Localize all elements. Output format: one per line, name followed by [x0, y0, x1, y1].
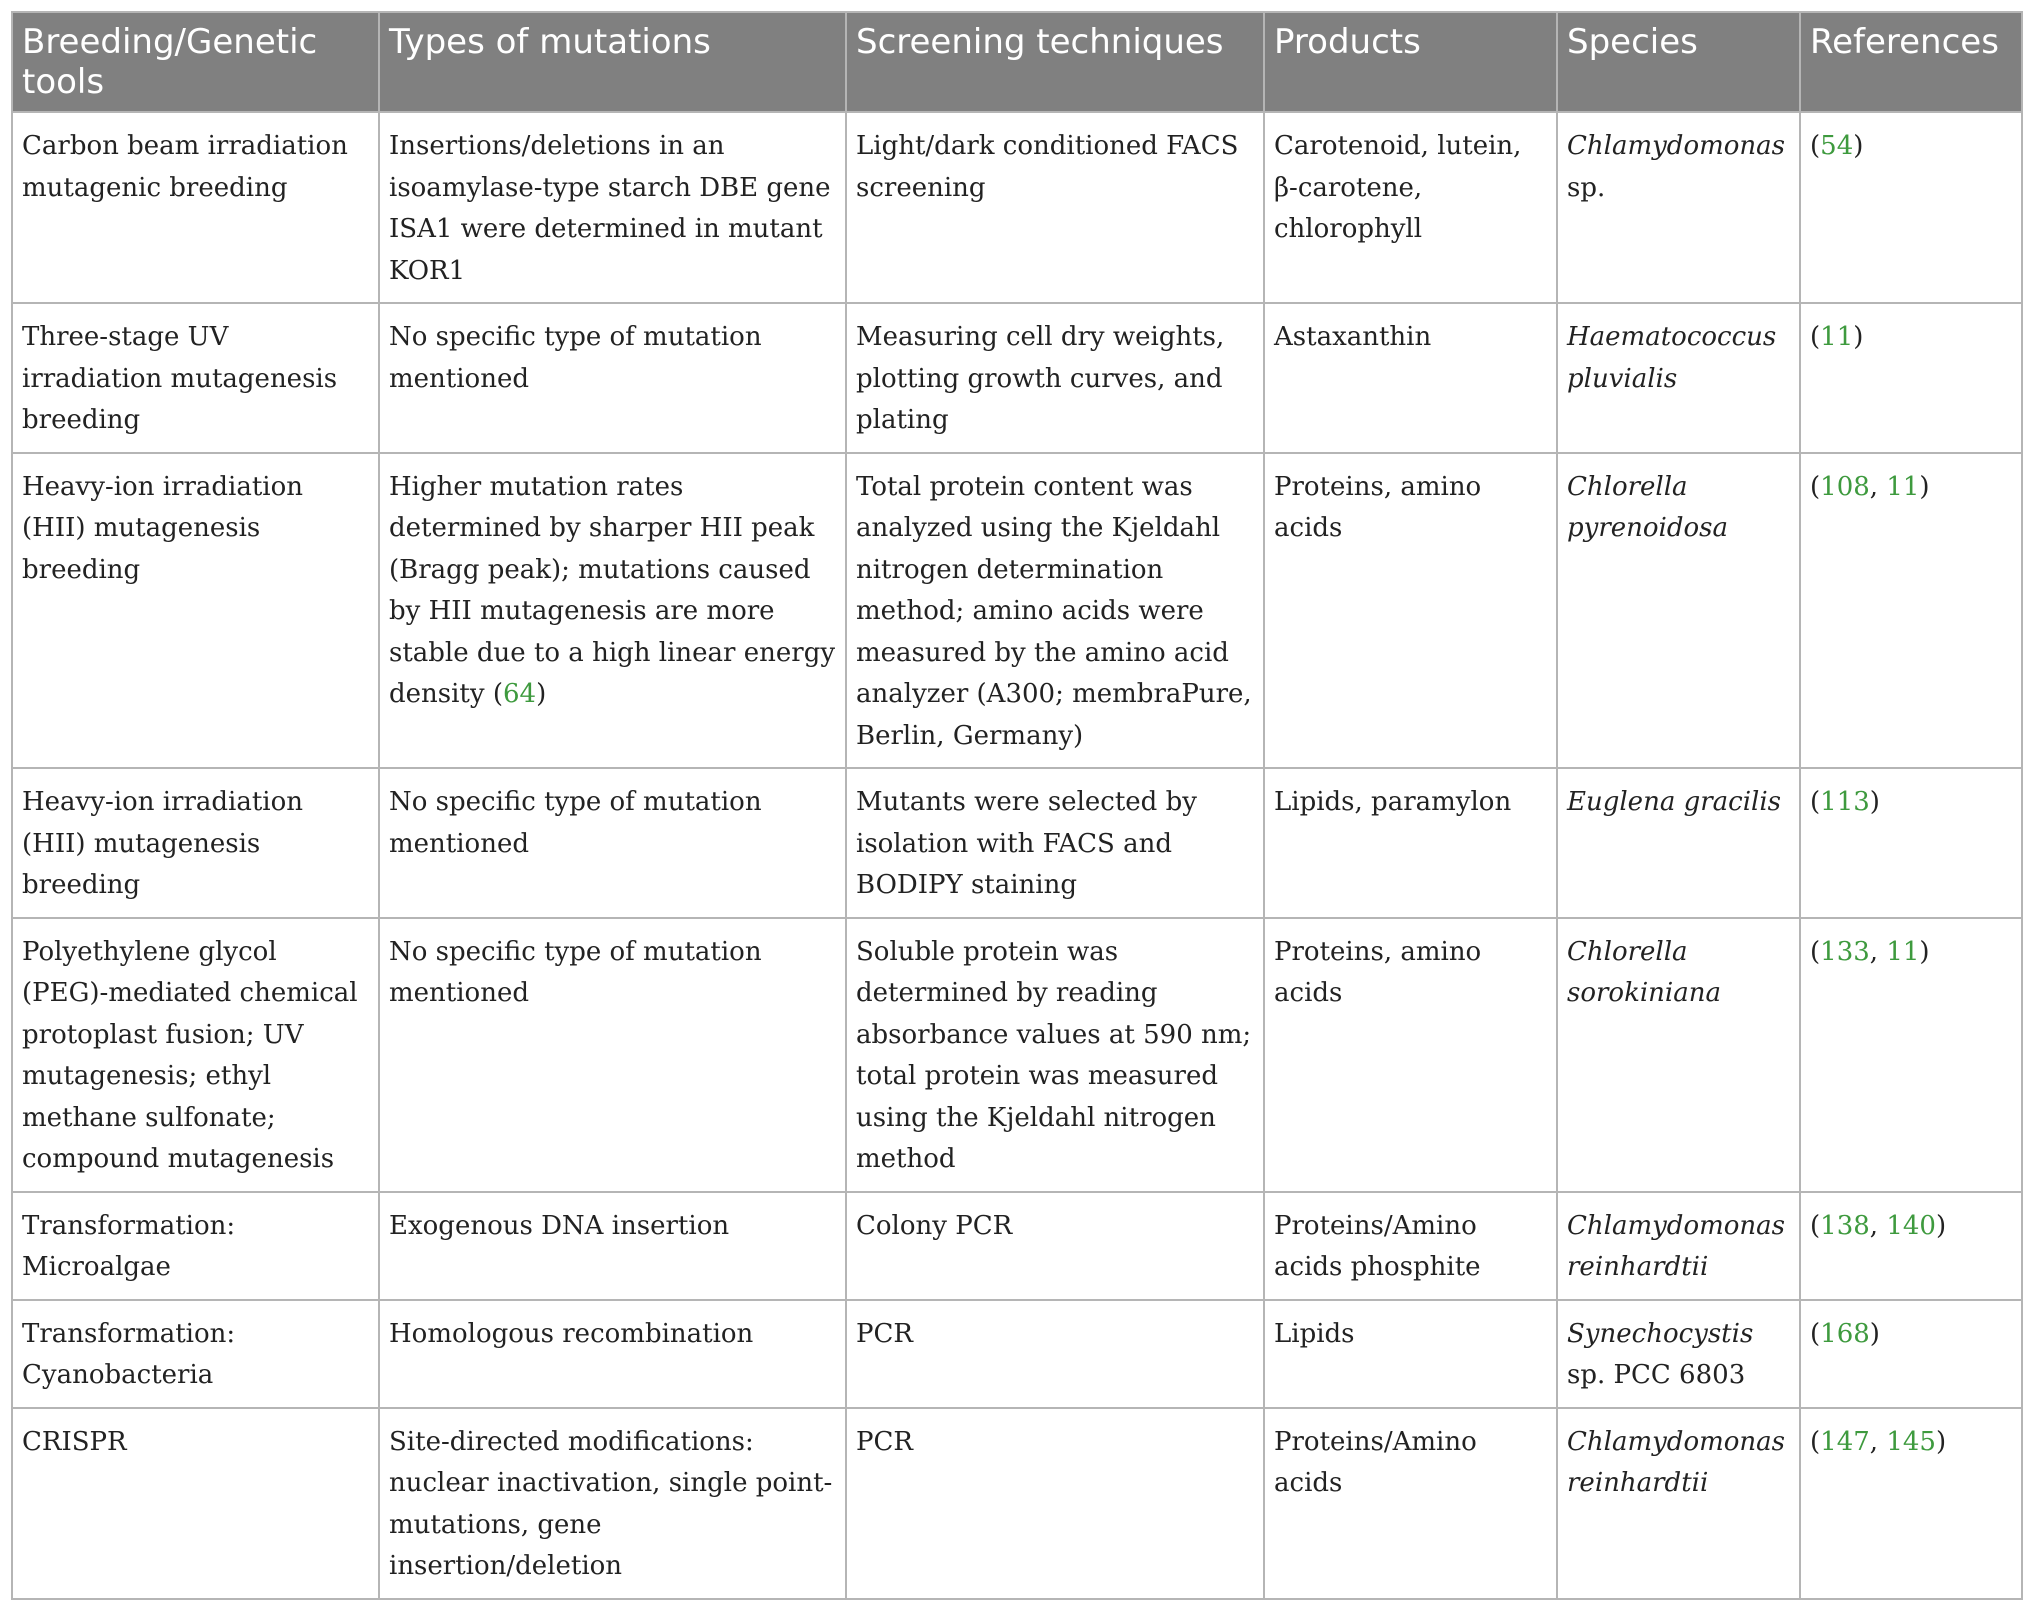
references-cell: (168): [1800, 1300, 2022, 1408]
reference-link[interactable]: 54: [1820, 131, 1854, 161]
header-cell-products: Products: [1264, 12, 1557, 112]
breeding-tools-table: [11, 11, 2023, 1600]
species-italic: Chlorella pyrenoidosa: [1567, 471, 1729, 543]
species-cell: [1557, 453, 1800, 769]
mutation-cell: Homologous recombination: [379, 1300, 846, 1408]
products-cell: Proteins, amino acids: [1264, 453, 1557, 769]
tool-cell: Three-stage UV irradiation mutagenesis breeding: [12, 303, 379, 453]
mutation-cell: No specific type of mutation mentioned: [379, 303, 846, 453]
mutation-cell: Insertions/deletions in an isoamylase-type starch DBE gene ISA1 were determined in mutant KOR1: [379, 112, 846, 303]
reference-link[interactable]: 140: [1886, 1210, 1936, 1241]
references-cell: (138, 140): [1800, 1192, 2022, 1300]
references-cell: (54): [1800, 112, 2022, 303]
species-plain: sp.: [1567, 172, 1606, 203]
tool-cell: Transformation: Cyanobacteria: [12, 1300, 379, 1408]
species-italic: Chlamydomonas: [1567, 131, 1785, 161]
tool-cell: Transformation: Microalgae: [12, 1192, 379, 1300]
species-cell: [1557, 1408, 1800, 1599]
tool-cell: Carbon beam irradiation mutagenic breeding: [12, 112, 379, 303]
references-cell: (113): [1800, 768, 2022, 918]
tool-cell: Polyethylene glycol (PEG)-mediated chemical protoplast fusion; UV mutagenesis; ethyl methane sulfonate; compound mutagenesis: [12, 918, 379, 1192]
screening-cell: Total protein content was analyzed using the Kjeldahl nitrogen determination method; amino acids were measured by the amino acid analyzer (A300; membraPure, Berlin, Germany): [846, 453, 1264, 769]
reference-link[interactable]: 11: [1820, 322, 1854, 352]
screening-cell: Light/dark conditioned FACS screening: [846, 112, 1264, 303]
screening-cell: Soluble protein was determined by reading absorbance values at 590 nm; total protein was measured using the Kjeldahl nitrogen method: [846, 918, 1264, 1192]
products-cell: Lipids: [1264, 1300, 1557, 1408]
mutation-text-end: ): [536, 679, 547, 709]
table-body: [12, 112, 2022, 1599]
table-row: [12, 453, 2022, 769]
references-cell: (147, 145): [1800, 1408, 2022, 1599]
reference-link[interactable]: 168: [1820, 1318, 1870, 1349]
table-row: [12, 112, 2022, 303]
table-row: [12, 1408, 2022, 1599]
tool-cell: Heavy-ion irradiation (HII) mutagenesis breeding: [12, 768, 379, 918]
species-plain: sp. PCC 6803: [1567, 1360, 1746, 1390]
products-cell: Proteins, amino acids: [1264, 918, 1557, 1192]
screening-cell: PCR: [846, 1300, 1264, 1408]
reference-link[interactable]: 108: [1820, 471, 1870, 502]
table-header: [12, 12, 2022, 112]
products-cell: Proteins/Amino acids phosphite: [1264, 1192, 1557, 1300]
mutation-cell: Site-directed modifications: nuclear inactivation, single point-mutations, gene insertion/deletion: [379, 1408, 846, 1599]
screening-cell: Measuring cell dry weights, plotting growth curves, and plating: [846, 303, 1264, 453]
table-row: [12, 1192, 2022, 1300]
reference-link[interactable]: 11: [1886, 471, 1920, 502]
reference-link[interactable]: 133: [1820, 936, 1870, 967]
species-cell: [1557, 768, 1800, 918]
screening-cell: Colony PCR: [846, 1192, 1264, 1300]
mutation-text: Higher mutation rates determined by sharper HII peak (Bragg peak); mutations caused by HII mutagenesis are more stable due to a high linear energy density (: [389, 471, 836, 709]
species-italic: Chlamydomonas reinhardtii: [1567, 1426, 1785, 1498]
species-italic: Chlorella sorokiniana: [1567, 936, 1721, 1008]
reference-link[interactable]: 147: [1820, 1426, 1870, 1457]
table-row: [12, 918, 2022, 1192]
products-cell: Proteins/Amino acids: [1264, 1408, 1557, 1599]
references-cell: (11): [1800, 303, 2022, 453]
table-row: [12, 1300, 2022, 1408]
tool-cell: Heavy-ion irradiation (HII) mutagenesis breeding: [12, 453, 379, 769]
mutation-cell: Exogenous DNA insertion: [379, 1192, 846, 1300]
mutation-cell: [379, 453, 846, 769]
species-cell: [1557, 918, 1800, 1192]
header-cell-references: References: [1800, 12, 2022, 112]
header-row: [12, 12, 2022, 112]
screening-cell: PCR: [846, 1408, 1264, 1599]
species-cell: [1557, 112, 1800, 303]
references-cell: (133, 11): [1800, 918, 2022, 1192]
header-cell-tools: Breeding/Genetic tools: [12, 12, 379, 112]
reference-link[interactable]: 11: [1886, 936, 1920, 967]
table-row: [12, 768, 2022, 918]
species-cell: [1557, 303, 1800, 453]
species-cell: [1557, 1300, 1800, 1408]
species-cell: [1557, 1192, 1800, 1300]
products-cell: Astaxanthin: [1264, 303, 1557, 453]
references-cell: (108, 11): [1800, 453, 2022, 769]
header-cell-mutations: Types of mutations: [379, 12, 846, 112]
reference-link[interactable]: 145: [1886, 1426, 1936, 1457]
species-italic: Euglena gracilis: [1567, 787, 1782, 817]
header-cell-species: Species: [1557, 12, 1800, 112]
species-italic: Chlamydomonas reinhardtii: [1567, 1210, 1785, 1282]
table-row: [12, 303, 2022, 453]
reference-link[interactable]: 138: [1820, 1210, 1870, 1241]
species-italic: Synechocystis: [1567, 1318, 1754, 1349]
species-italic: Haematococcus pluvialis: [1567, 322, 1777, 394]
mutation-cell: No specific type of mutation mentioned: [379, 768, 846, 918]
reference-link[interactable]: 113: [1820, 787, 1870, 817]
reference-link[interactable]: 64: [502, 679, 537, 709]
products-cell: Lipids, paramylon: [1264, 768, 1557, 918]
tool-cell: CRISPR: [12, 1408, 379, 1599]
screening-cell: Mutants were selected by isolation with FACS and BODIPY staining: [846, 768, 1264, 918]
mutation-cell: No specific type of mutation mentioned: [379, 918, 846, 1192]
header-cell-screening: Screening techniques: [846, 12, 1264, 112]
products-cell: Carotenoid, lutein, β-carotene, chlorophyll: [1264, 112, 1557, 303]
